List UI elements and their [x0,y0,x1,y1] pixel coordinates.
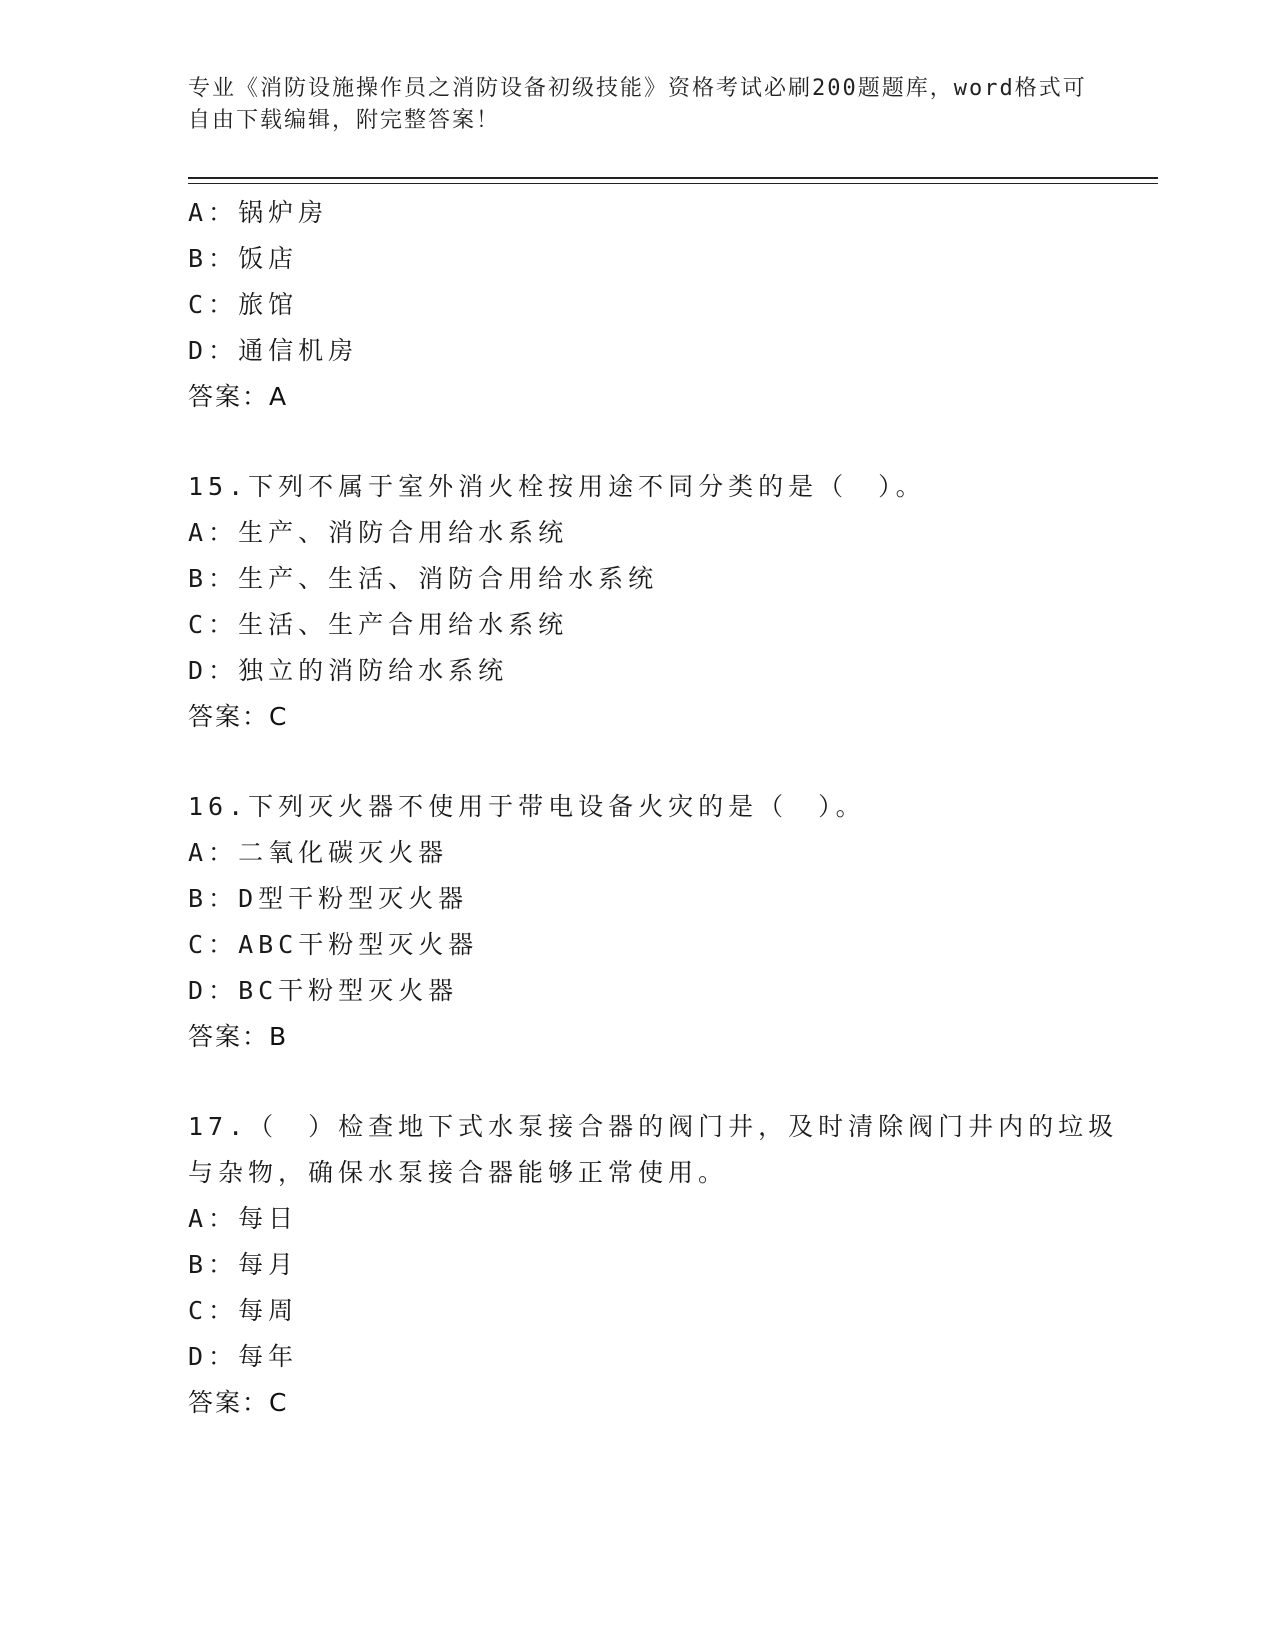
question-block-partial [188,190,1148,420]
question-list [188,190,1148,1426]
option-text: 生产、消防合用给水系统 [238,518,569,547]
option-key: D： [188,1342,239,1371]
option-text: 饭店 [238,244,299,273]
option-key: D： [188,656,239,685]
option-text: 每月 [238,1250,299,1279]
answer-line: 答案：C [188,702,289,731]
option-text: BC干粉型灭火器 [238,976,459,1005]
option-key: D： [188,976,239,1005]
option-text: 独立的消防给水系统 [238,656,509,685]
option-line [188,1196,1148,1242]
question-stem: 16.下列灭火器不使用于带电设备火灾的是（ ）。 [188,792,866,821]
header-rule-thick [188,177,1158,179]
header-rule-thin [188,183,1158,184]
option-text: 每日 [238,1204,299,1233]
option-text: ABC干粉型灭火器 [238,930,479,959]
option-line [188,648,1148,694]
option-text: 通信机房 [238,336,359,365]
option-text: 生产、生活、消防合用给水系统 [238,564,659,593]
option-key: C： [188,610,239,639]
option-text: 旅馆 [238,290,299,319]
question-block [188,1104,1148,1426]
option-line [188,282,1148,328]
document-header: 专业《消防设施操作员之消防设备初级技能》资格考试必刷200题题库，word格式可自由下载编辑，附完整答案！ [188,76,1087,133]
option-key: B： [188,244,239,273]
option-text: 每周 [238,1296,299,1325]
option-text: 每年 [238,1342,299,1371]
option-key: A： [188,838,239,867]
spacer [188,420,1148,464]
option-text: D型干粉型灭火器 [238,884,469,913]
option-line [188,190,1148,236]
answer-line: 答案：B [188,1022,289,1051]
question-block [188,784,1148,1060]
option-key: B： [188,1250,239,1279]
option-key: A： [188,198,239,227]
option-key: B： [188,884,239,913]
option-key: C： [188,930,239,959]
option-line [188,1288,1148,1334]
option-line [188,1242,1148,1288]
question-block [188,464,1148,740]
question-stem: 15.下列不属于室外消火栓按用途不同分类的是（ ）。 [188,472,926,501]
option-key: A： [188,1204,239,1233]
option-key: C： [188,290,239,319]
question-stem: 17.（ ）检查地下式水泵接合器的阀门井，及时清除阀门井内的垃圾与杂物，确保水泵接合器能够正常使用。 [188,1112,1119,1187]
option-line [188,602,1148,648]
option-line [188,968,1148,1014]
option-line [188,556,1148,602]
option-line [188,510,1148,556]
option-line [188,236,1148,282]
option-line [188,1334,1148,1380]
answer-line: 答案：A [188,382,289,411]
option-text: 二氧化碳灭火器 [238,838,449,867]
option-line [188,328,1148,374]
option-key: B： [188,564,239,593]
spacer [188,1060,1148,1104]
option-text: 锅炉房 [238,198,329,227]
option-key: D： [188,336,239,365]
option-line [188,830,1148,876]
spacer [188,740,1148,784]
option-line [188,876,1148,922]
option-key: C： [188,1296,239,1325]
answer-line: 答案：C [188,1388,289,1417]
option-key: A： [188,518,239,547]
option-text: 生活、生产合用给水系统 [238,610,569,639]
option-line [188,922,1148,968]
